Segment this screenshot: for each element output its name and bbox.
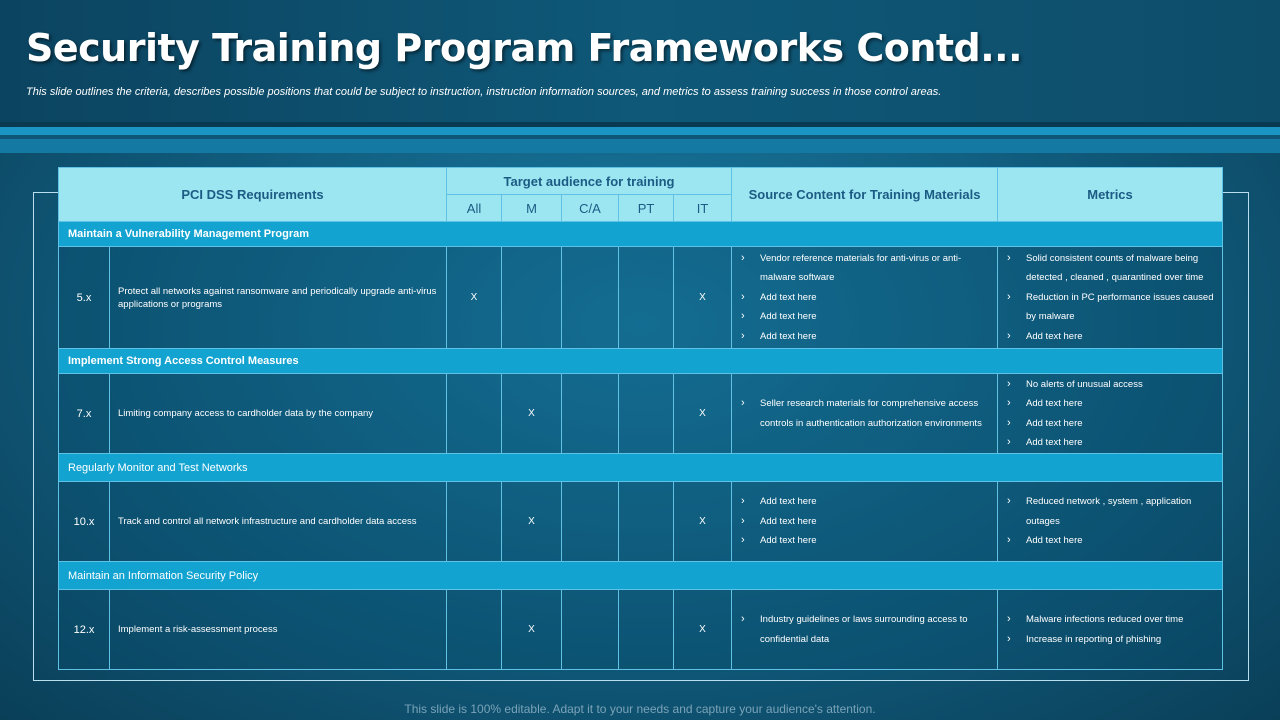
- audience-mark: X: [674, 482, 732, 562]
- audience-mark: [447, 374, 502, 454]
- metrics-content: [998, 590, 1223, 670]
- header-audience-m: M: [502, 195, 562, 222]
- divider-band: [0, 139, 1280, 153]
- list-item: › Add text here: [1007, 433, 1216, 453]
- audience-mark: [447, 590, 502, 670]
- table-row: [59, 590, 1223, 670]
- requirement-number: 12.x: [59, 590, 110, 670]
- page-title: Security Training Program Frameworks Contd...: [26, 26, 1023, 70]
- divider-band: [0, 127, 1280, 135]
- list-item: › No alerts of unusual access: [1007, 375, 1216, 395]
- list-item: › Add text here: [741, 288, 991, 308]
- audience-mark: [619, 247, 674, 349]
- list-item: › Add text here: [1007, 414, 1216, 434]
- header-audience-it: IT: [674, 195, 732, 222]
- requirement-description: Track and control all network infrastructure and cardholder data access: [110, 482, 447, 562]
- list-item: › Malware infections reduced over time: [1007, 610, 1216, 630]
- audience-mark: X: [502, 590, 562, 670]
- footer-note: This slide is 100% editable. Adapt it to your needs and capture your audience's attention.: [404, 702, 876, 716]
- list-item: › Add text here: [741, 492, 991, 512]
- audience-mark: [562, 374, 619, 454]
- audience-mark: [562, 482, 619, 562]
- section-title: Implement Strong Access Control Measures: [59, 349, 1223, 374]
- header-audience-ca: C/A: [562, 195, 619, 222]
- requirement-description: Protect all networks against ransomware and periodically upgrade anti-virus applications or programs: [110, 247, 447, 349]
- audience-mark: [619, 374, 674, 454]
- audience-mark: X: [447, 247, 502, 349]
- list-item: › Reduced network , system , application outages: [1007, 492, 1216, 531]
- source-content: [732, 374, 998, 454]
- header-metrics: Metrics: [998, 168, 1223, 222]
- audience-mark: X: [674, 590, 732, 670]
- audience-mark: X: [674, 247, 732, 349]
- list-item: › Add text here: [1007, 531, 1216, 551]
- list-item: › Seller research materials for comprehensive access controls in authentication authorization environments: [741, 394, 991, 433]
- list-item: › Solid consistent counts of malware being detected , cleaned , quarantined over time: [1007, 249, 1216, 288]
- requirement-description: Implement a risk-assessment process: [110, 590, 447, 670]
- audience-mark: [502, 247, 562, 349]
- audience-mark: [447, 482, 502, 562]
- list-item: › Increase in reporting of phishing: [1007, 630, 1216, 650]
- list-item: › Add text here: [741, 512, 991, 532]
- header-audience: Target audience for training: [447, 168, 732, 195]
- audience-mark: X: [502, 482, 562, 562]
- metrics-content: [998, 374, 1223, 454]
- list-item: › Add text here: [741, 327, 991, 347]
- table-row: [59, 374, 1223, 454]
- metrics-content: [998, 247, 1223, 349]
- requirement-number: 7.x: [59, 374, 110, 454]
- audience-mark: [619, 482, 674, 562]
- source-content: [732, 247, 998, 349]
- list-item: › Reduction in PC performance issues caused by malware: [1007, 288, 1216, 327]
- section-title: Maintain a Vulnerability Management Program: [59, 222, 1223, 247]
- table-row: [59, 482, 1223, 562]
- section-title: Regularly Monitor and Test Networks: [59, 454, 1223, 482]
- list-item: › Industry guidelines or laws surrounding access to confidential data: [741, 610, 991, 649]
- header-source: Source Content for Training Materials: [732, 168, 998, 222]
- header-requirements: PCI DSS Requirements: [59, 168, 447, 222]
- list-item: › Add text here: [1007, 327, 1216, 347]
- requirement-number: 10.x: [59, 482, 110, 562]
- requirement-description: Limiting company access to cardholder data by the company: [110, 374, 447, 454]
- header-audience-all: All: [447, 195, 502, 222]
- audience-mark: X: [674, 374, 732, 454]
- metrics-content: [998, 482, 1223, 562]
- list-item: › Vendor reference materials for anti-virus or anti-malware software: [741, 249, 991, 288]
- header-band: [0, 0, 1280, 122]
- audience-mark: [562, 247, 619, 349]
- list-item: › Add text here: [741, 531, 991, 551]
- list-item: › Add text here: [1007, 394, 1216, 414]
- source-content: [732, 482, 998, 562]
- source-content: [732, 590, 998, 670]
- list-item: › Add text here: [741, 307, 991, 327]
- header-audience-pt: PT: [619, 195, 674, 222]
- requirements-table: [58, 167, 1223, 670]
- audience-mark: [562, 590, 619, 670]
- audience-mark: X: [502, 374, 562, 454]
- page-subtitle: This slide outlines the criteria, describes possible positions that could be subject to instruction, instruction information sources, and metrics to assess training success in those control areas.: [26, 86, 942, 98]
- audience-mark: [619, 590, 674, 670]
- table-row: [59, 247, 1223, 349]
- requirement-number: 5.x: [59, 247, 110, 349]
- section-title: Maintain an Information Security Policy: [59, 562, 1223, 590]
